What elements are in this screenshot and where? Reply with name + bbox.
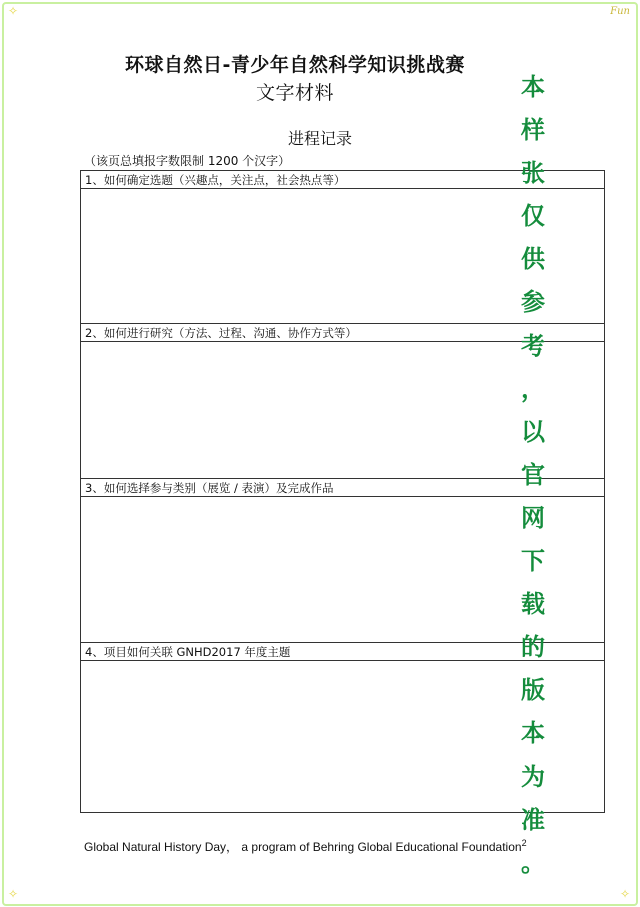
- corner-sparkle-icon: ✧: [619, 887, 630, 901]
- watermark-char: 本: [521, 73, 545, 101]
- watermark-char: 张: [521, 159, 545, 188]
- watermark-char: 本: [521, 719, 545, 748]
- question-label-4: 4、项目如何关联 GNHD2017 年度主题: [81, 643, 605, 661]
- watermark-char: 参: [521, 288, 545, 317]
- footer-text: Global Natural History Day， a program of Behring Global Educational Foundation: [84, 840, 522, 854]
- watermark-char: 的: [521, 633, 545, 662]
- watermark-char: 考: [521, 331, 545, 360]
- word-limit-note: （该页总填报字数限制 1200 个汉字）: [84, 154, 291, 168]
- watermark-char: 以: [521, 417, 545, 446]
- watermark-notice: [517, 66, 549, 885]
- watermark-char: 准: [521, 805, 545, 834]
- question-label-2: 2、如何进行研究（方法、过程、沟通、协作方式等）: [81, 324, 605, 342]
- watermark-char: 载: [521, 590, 545, 619]
- corner-sparkle-icon: ✧: [8, 4, 19, 18]
- watermark-char: 网: [521, 503, 545, 532]
- watermark-char: ，: [521, 374, 545, 403]
- watermark-char: 样: [521, 116, 545, 145]
- watermark-char: 版: [521, 676, 545, 705]
- watermark-char: 为: [521, 762, 545, 791]
- brand-logo: Fun: [610, 6, 630, 17]
- question-label-1: 1、如何确定选题（兴趣点，关注点，社会热点等）: [81, 171, 605, 189]
- question-label-3: 3、如何选择参与类别（展览 / 表演）及完成作品: [81, 479, 605, 497]
- watermark-char: 供: [521, 245, 545, 274]
- page-subtitle: 文字材料: [255, 82, 334, 104]
- watermark-char: 。: [521, 848, 545, 877]
- footer: [84, 838, 527, 855]
- corner-sparkle-icon: ✧: [8, 887, 19, 901]
- watermark-char: 仅: [521, 202, 545, 231]
- page-title: 环球自然日-青少年自然科学知识挑战赛: [125, 54, 465, 76]
- watermark-char: 官: [521, 460, 545, 489]
- page-number: 2: [521, 838, 527, 848]
- watermark-char: 下: [521, 547, 545, 576]
- section-title: 进程记录: [287, 129, 352, 148]
